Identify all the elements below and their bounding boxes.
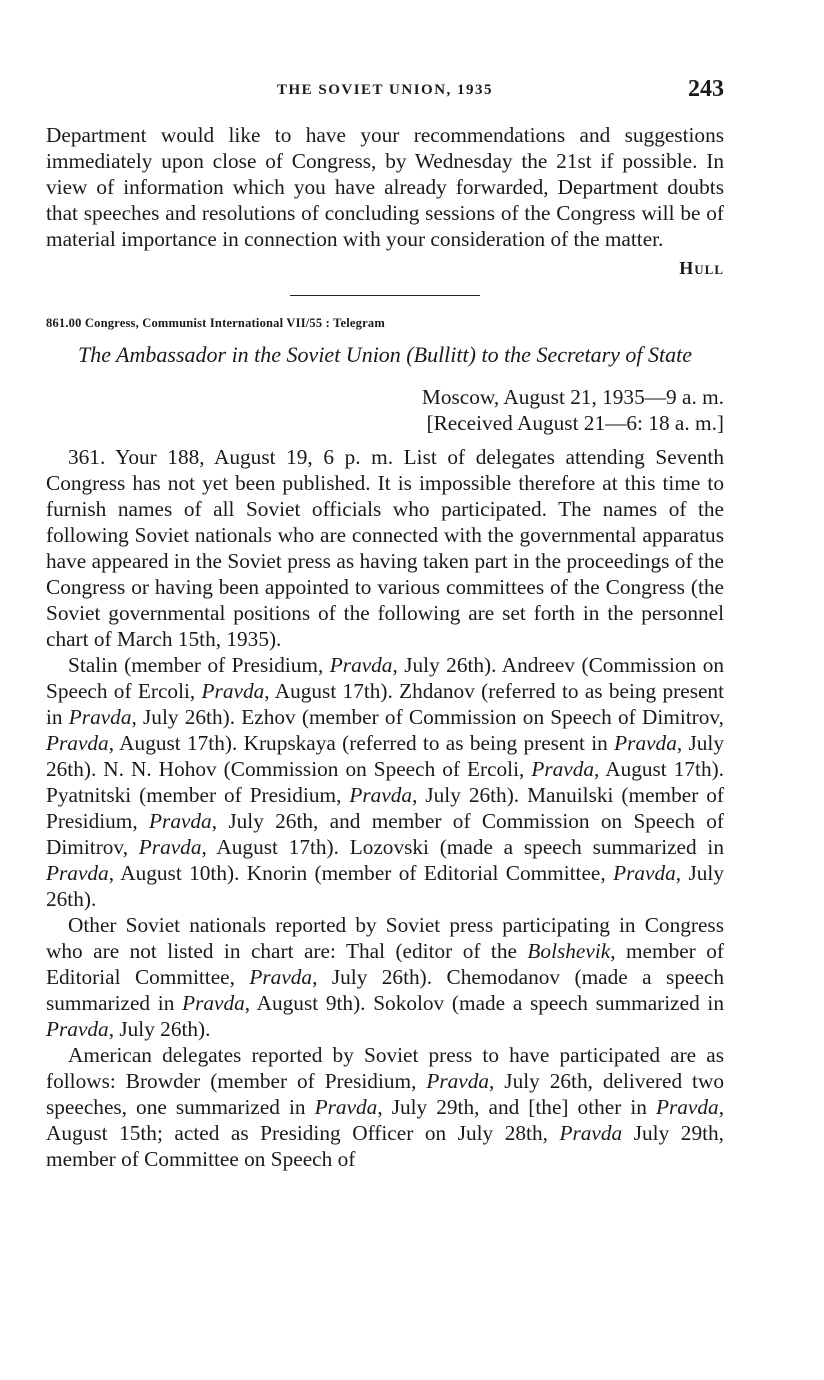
document-title: The Ambassador in the Soviet Union (Bullitt) to the Secretary of State [77, 342, 693, 367]
dateline: Moscow, August 21, 1935—9 a. m. [421, 385, 724, 409]
document-page [46, 72, 724, 1172]
paragraph-2: Stalin (member of Presidium, Pravda, July 26th). Andreev (Commission on Speech of Ercoli, Pravda, August 17th). Zhdanov (referred to as being present in Pravda, July 26th). Ezhov (member of Commission on Speech of Dimitrov, Pravda, August 17th). Krupskaya (referred to as being present in Pravda, July 26th). N. N. Hohov (Commission on Speech of Ercoli, Pravda, August 17th). Pyatnitski (member of Presidium, Pravda, July 26th). Manuilski (member of Presidium, Pravda, July 26th, and member of Commission on Speech of Dimitrov, Pravda, August 17th). Lozovski (made a speech summarized in Pravda, August 10th). Knorin (member of Editorial Committee, Pravda, July 26th). [46, 653, 725, 911]
paragraph-4: American delegates reported by Soviet press to have participated are as follows: Browder (member of Presidium, Pravda, July 26th, delivered two speeches, one summarized in Pravda, July 29th, and [the] other in Pravda, August 15th; acted as Presiding Officer on July 28th, Pravda July 29th, member of Committee on Speech of [46, 1043, 725, 1171]
section-divider [290, 295, 480, 296]
paragraph-3: Other Soviet nationals reported by Soviet press participating in Congress who are not listed in chart are: Thal (editor of the Bolshevik, member of Editorial Committee, Pravda, July 26th). Chemodanov (made a speech summarized in Pravda, August 9th). Sokolov (made a speech summarized in Pravda, July 26th). [46, 913, 724, 1041]
signature: Hull [679, 258, 724, 278]
file-reference: 861.00 Congress, Communist International VII/55 : Telegram [46, 316, 385, 330]
running-head [46, 72, 724, 106]
page-number: 243 [688, 76, 724, 102]
received-line: [Received August 21—6: 18 a. m.] [426, 411, 724, 435]
previous-document-text: Department would like to have your recommendations and suggestions immediately upon close of Congress, by Wednesday the 21st if possible. In view of information which you have already forwarded, Department doubts that speeches and resolutions of concluding sessions of the Congress will be of material importance in connection with your consideration of the matter. [46, 123, 724, 251]
running-head-title: THE SOVIET UNION, 1935 [276, 82, 494, 98]
paragraph-1: 361. Your 188, August 19, 6 p. m. List of delegates attending Seventh Congress has not yet been published. It is impossible therefore at this time to furnish names of all Soviet officials who participated. The names of the following Soviet nationals who are connected with the governmental apparatus have appeared in the Soviet press as having taken part in the proceedings of the Congress or having been appointed to various committees of the Congress (the Soviet governmental positions of the following are set forth in the personnel chart of March 15th, 1935). [46, 445, 724, 651]
